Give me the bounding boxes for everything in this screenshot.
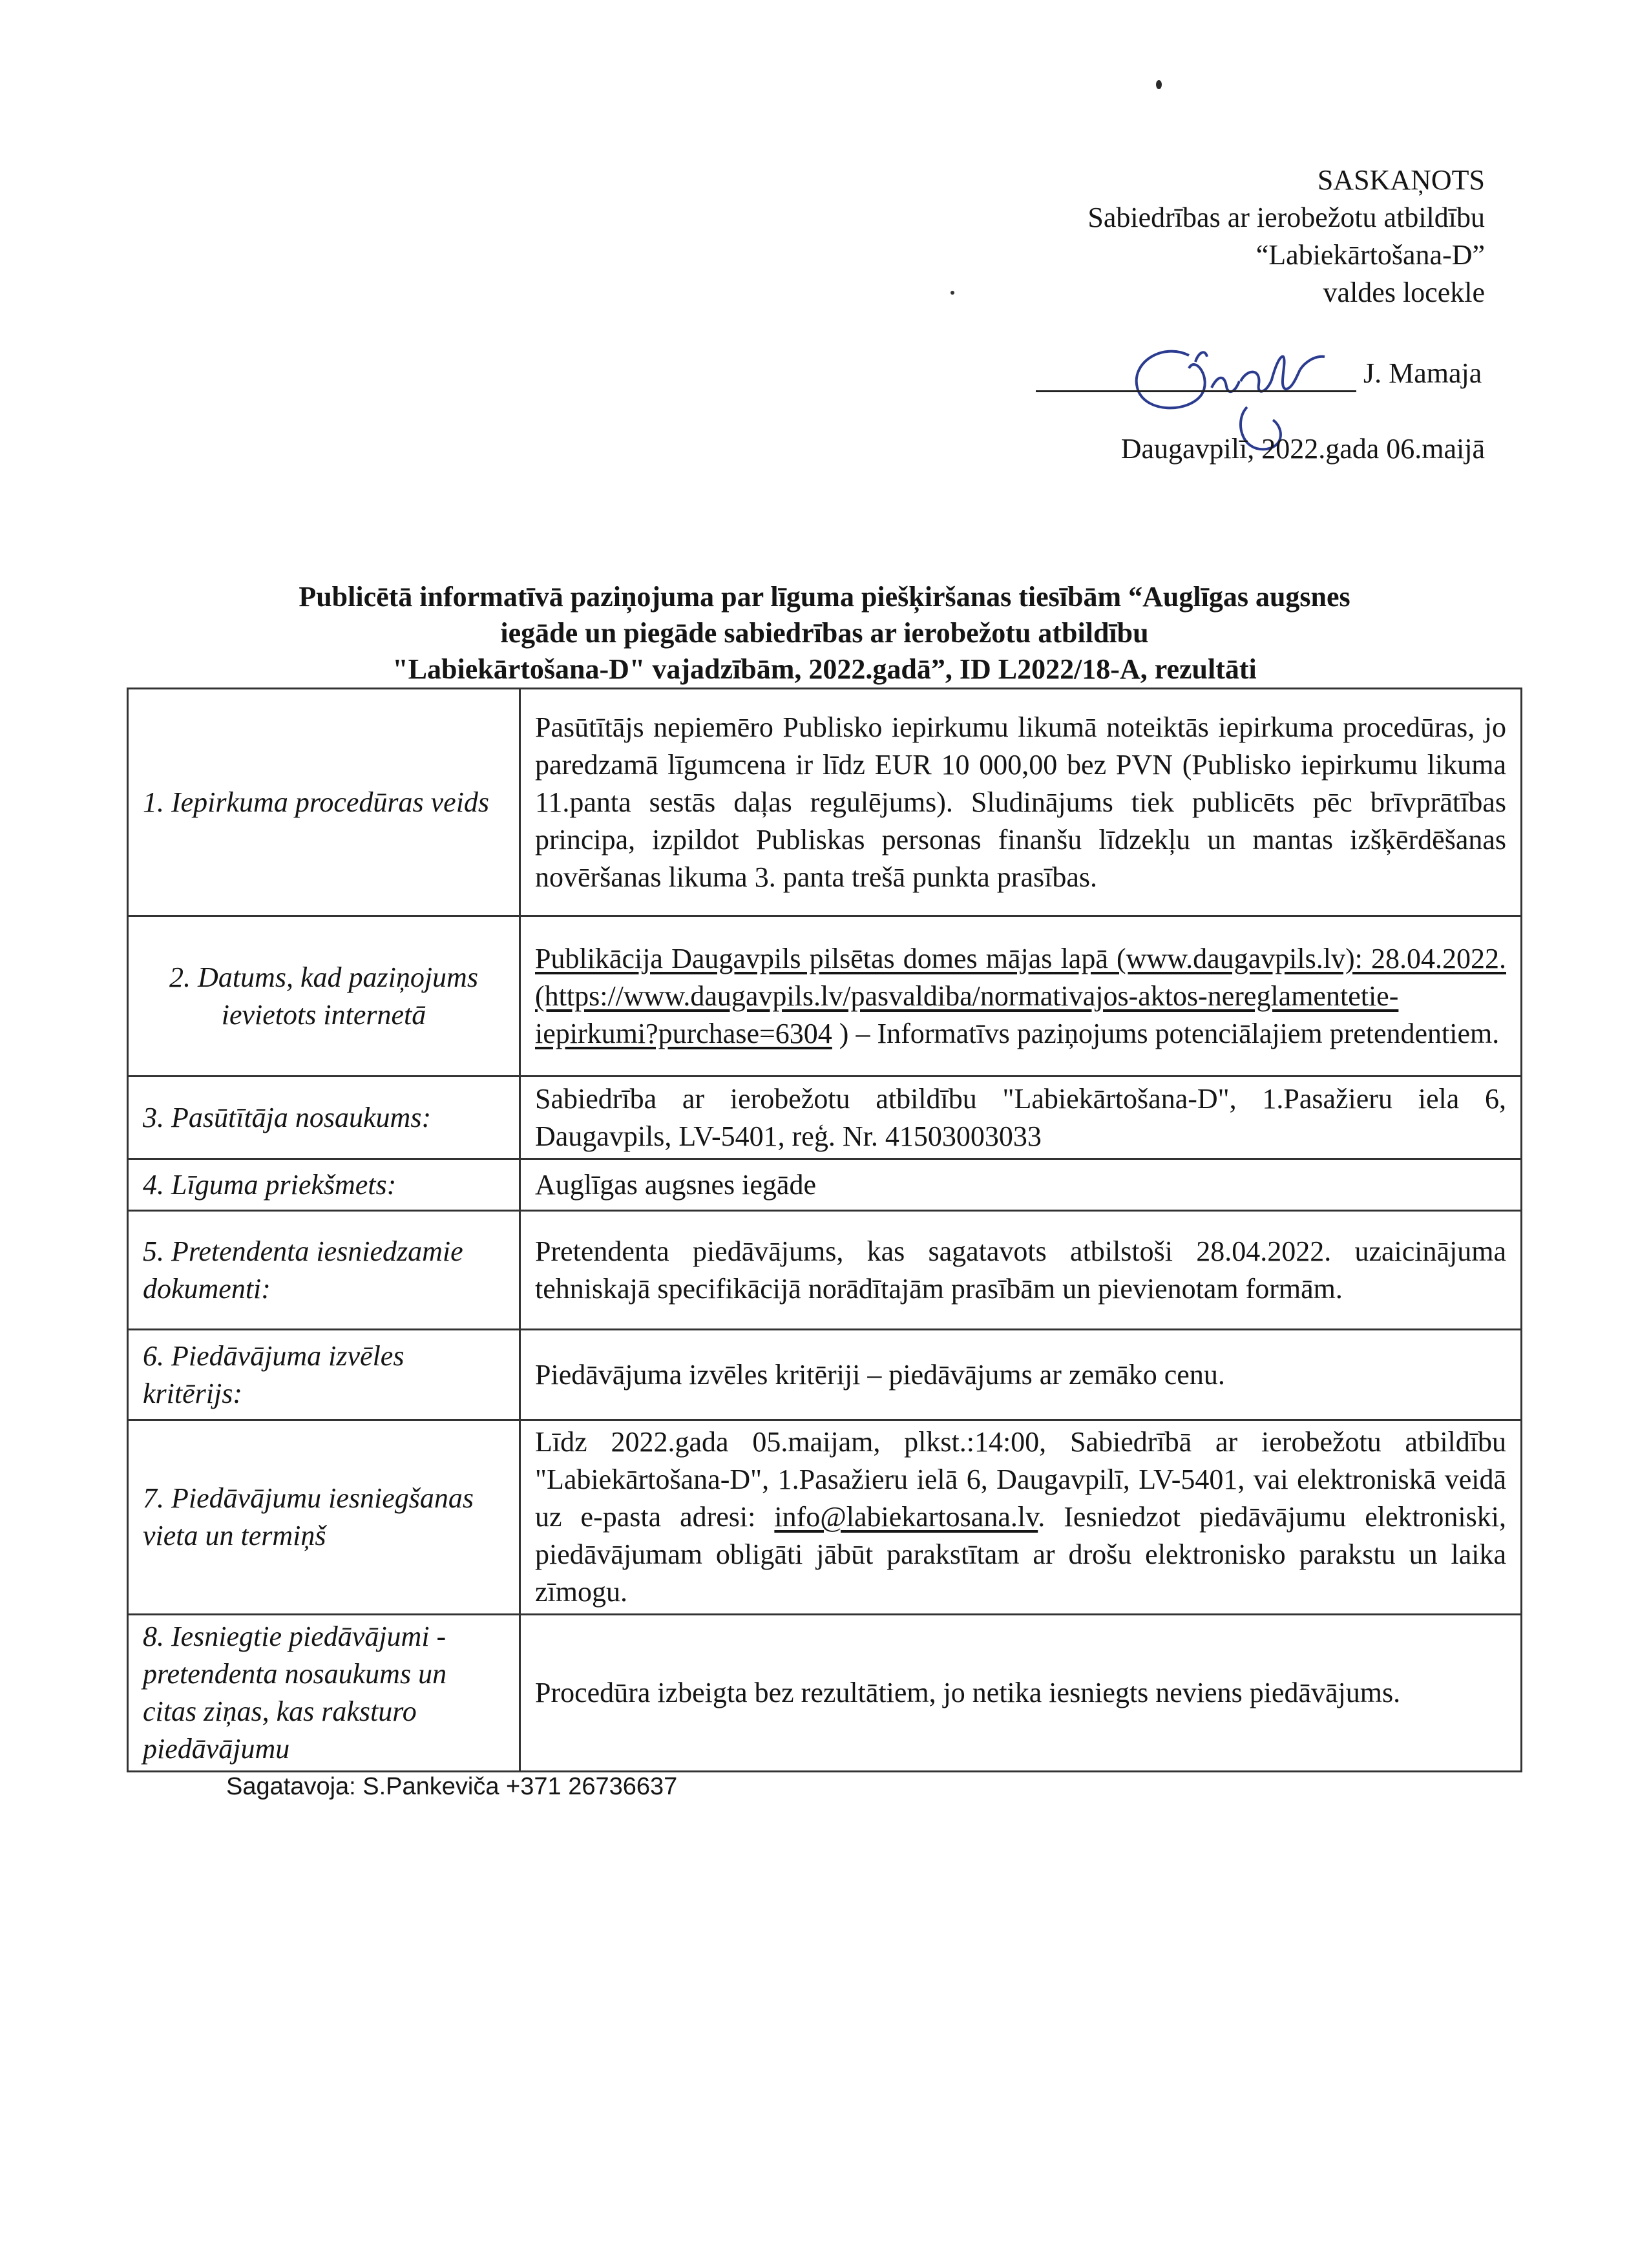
row-label-contract-subject: 4. Līguma priekšmets: [128, 1159, 520, 1211]
row-value-selection-criteria: Piedāvājuma izvēles kritēriji – piedāvājums ar zemāko cenu. [520, 1330, 1522, 1420]
publication-text: Publikācija Daugavpils pilsētas domes mājas lapā (www.daugavpils.lv): 28.04.2022. [535, 942, 1506, 974]
approval-date: Daugavpilī, 2022.gada 06.maijā [1120, 433, 1485, 465]
table-row [128, 1420, 1522, 1615]
row-value-submitted-offers: Procedūra izbeigta bez rezultātiem, jo netika iesniegts neviens piedāvājums. [520, 1615, 1522, 1772]
email-link[interactable]: info@labiekartosana.lv [774, 1501, 1038, 1533]
row-value-documents: Pretendenta piedāvājums, kas sagatavots atbilstoši 28.04.2022. uzaicinājuma tehniskajā specifikācijā norādītajām prasībām un pievienotam formām. [520, 1211, 1522, 1330]
title-line-2: iegāde un piegāde sabiedrības ar ierobežotu atbildību [500, 617, 1149, 649]
approval-company-type: Sabiedrības ar ierobežotu atbildību [1087, 202, 1485, 233]
title-line-3: "Labiekārtošana-D" vajadzībām, 2022.gadā”, ID L2022/18-A, rezultāti [392, 653, 1257, 685]
stray-dot [951, 291, 954, 295]
publication-link[interactable]: (https://www.daugavpils.lv/pasvaldiba/normativajos-aktos-nereglamentetie-iepirkumi?purchase=6304 [535, 980, 1399, 1049]
approval-position [1087, 274, 1485, 311]
row-value-contract-subject: Auglīgas augsnes iegāde [520, 1159, 1522, 1211]
row-label-contracting-authority: 3. Pasūtītāja nosaukums: [128, 1076, 520, 1159]
row-label-documents: 5. Pretendenta iesniedzamie dokumenti: [128, 1211, 520, 1330]
approval-position-text: valdes locekle [1323, 277, 1485, 308]
publication-note: ) – Informatīvs paziņojums potenciālajiem pretendentiem. [839, 1017, 1500, 1049]
table-row [128, 916, 1522, 1076]
procurement-results-table [127, 688, 1522, 1772]
row-value-publication-date [520, 916, 1522, 1076]
approval-company-name: “Labiekārtošana-D” [1255, 239, 1485, 271]
row-label-submitted-offers: 8. Iesniegtie piedāvājumi - pretendenta nosaukums un citas ziņas, kas raksturo piedāvājumu [128, 1615, 520, 1772]
table-row [128, 1211, 1522, 1330]
table-row [128, 1076, 1522, 1159]
document-title [129, 579, 1520, 688]
approval-heading: SASKAŅOTS [1317, 164, 1485, 196]
approval-block [1087, 162, 1485, 311]
scan-mark [1156, 80, 1162, 89]
row-label-selection-criteria: 6. Piedāvājuma izvēles kritērijs: [128, 1330, 520, 1420]
signature-line [1036, 390, 1356, 392]
row-label-procedure-type: 1. Iepirkuma procedūras veids [128, 689, 520, 916]
row-value-submission-place-deadline [520, 1420, 1522, 1615]
signer-name: J. Mamaja [1363, 357, 1482, 389]
table-row [128, 1159, 1522, 1211]
row-label-publication-date: 2. Datums, kad paziņojums ievietots internetā [128, 916, 520, 1076]
title-line-1: Publicētā informatīvā paziņojuma par līguma piešķiršanas tiesībām “Auglīgas augsnes [299, 581, 1350, 613]
table-row [128, 1615, 1522, 1772]
row-value-procedure-type: Pasūtītājs nepiemēro Publisko iepirkumu likumā noteiktās iepirkuma procedūras, jo paredzamā līgumcena ir līdz EUR 10 000,00 bez PVN (Publisko iepirkumu likuma 11.panta sestās daļas regulējums). Sludinājums tiek publicēts pēc brīvprātības principa, izpildot Publiskas personas finanšu līdzekļu un mantas izšķērdēšanas novēršanas likuma 3. panta trešā punkta prasības. [520, 689, 1522, 916]
submission-text: Līdz 2022.gada 05.maijam, plkst.:14:00, Sabiedrībā ar ierobežotu atbildību "Labiekārtošana-D", 1.Pasažieru ielā 6, Daugavpilī, LV-5401, vai elektroniskā veidā uz e-pasta adresi: [535, 1426, 1506, 1533]
row-value-contracting-authority: Sabiedrība ar ierobežotu atbildību "Labiekārtošana-D", 1.Pasažieru iela 6, Daugavpils, LV-5401, reģ. Nr. 41503003033 [520, 1076, 1522, 1159]
table-row [128, 1330, 1522, 1420]
prepared-by: Sagatavoja: S.Pankeviča +371 26736637 [226, 1773, 678, 1800]
submission-note: . Iesniedzot piedāvājumu elektroniski, piedāvājumam obligāti jābūt parakstītam ar drošu elektronisko parakstu un laika zīmogu. [535, 1501, 1507, 1608]
row-label-submission-place-deadline: 7. Piedāvājumu iesniegšanas vieta un termiņš [128, 1420, 520, 1615]
table-row [128, 689, 1522, 916]
